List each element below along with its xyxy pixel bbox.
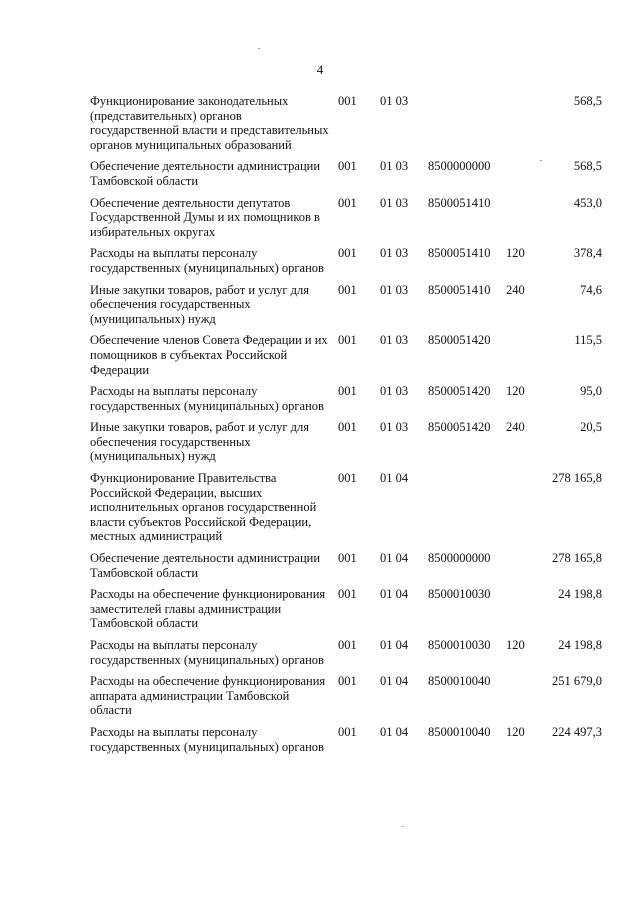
row-ministry: 001 <box>338 384 357 399</box>
row-name: Расходы на выплаты персоналу государственных (муниципальных) органов <box>90 246 324 275</box>
table-row <box>90 725 610 754</box>
table-row <box>90 94 610 152</box>
row-target: 8500051420 <box>428 384 491 399</box>
row-sum: 95,0 <box>580 384 602 399</box>
table-row <box>90 551 610 580</box>
row-name: Расходы на обеспечение функционирования заместителей главы администрации Тамбовской области <box>90 587 326 631</box>
row-section: 01 04 <box>380 638 409 652</box>
row-name: Обеспечение деятельности депутатов Государственной Думы и их помощников в избирательных округах <box>90 195 320 239</box>
budget-table <box>90 94 610 761</box>
row-section: 01 03 <box>380 159 409 174</box>
table-row <box>90 471 610 544</box>
row-ministry: 001 <box>338 587 357 602</box>
row-ministry: 001 <box>338 195 357 210</box>
row-target: 8500010030 <box>428 638 491 652</box>
row-section: 01 04 <box>380 471 409 486</box>
row-ministry: 001 <box>338 333 357 348</box>
row-section: 01 03 <box>380 420 409 435</box>
table-row <box>90 333 610 377</box>
row-kind: 240 <box>506 282 525 297</box>
row-target: 8500010030 <box>428 587 491 602</box>
row-target: 8500010040 <box>428 724 491 739</box>
row-sum: 224 497,3 <box>552 724 602 739</box>
row-section: 01 03 <box>380 384 409 399</box>
table-row <box>90 674 610 718</box>
table-row <box>90 246 610 275</box>
row-target: 8500051420 <box>428 420 491 435</box>
row-section: 01 03 <box>380 195 409 210</box>
row-ministry: 001 <box>338 246 357 261</box>
row-kind: 120 <box>506 384 525 399</box>
table-row <box>90 283 610 327</box>
table-row <box>90 420 610 464</box>
row-kind: 120 <box>506 724 525 739</box>
row-target: 8500051410 <box>428 246 491 261</box>
row-sum: 24 198,8 <box>558 587 602 602</box>
row-name: Обеспечение деятельности администрации Тамбовской области <box>90 551 321 580</box>
row-sum: 568,5 <box>573 94 602 108</box>
scan-speck <box>402 826 404 827</box>
row-ministry: 001 <box>338 471 357 486</box>
row-section: 01 03 <box>380 94 409 108</box>
table-row <box>90 159 610 188</box>
row-name: Расходы на обеспечение функционирования аппарата администрации Тамбовской области <box>90 674 326 718</box>
row-ministry: 001 <box>338 674 357 689</box>
row-name: Расходы на выплаты персоналу государственных (муниципальных) органов <box>90 724 324 754</box>
row-sum: 278 165,8 <box>552 551 602 566</box>
scan-speck <box>258 48 260 49</box>
row-section: 01 03 <box>380 282 409 297</box>
page-number: 4 <box>316 62 324 77</box>
row-target: 8500000000 <box>428 159 491 174</box>
row-ministry: 001 <box>338 94 357 108</box>
row-name: Иные закупки товаров, работ и услуг для обеспечения государственных (муниципальных) нужд <box>90 282 310 326</box>
row-name: Расходы на выплаты персоналу государственных (муниципальных) органов <box>90 384 324 413</box>
row-section: 01 04 <box>380 551 409 566</box>
row-section: 01 03 <box>380 246 409 261</box>
row-name: Функционирование законодательных (представительных) органов государственной власти и представительных органов муниципальных образований <box>90 94 329 152</box>
row-kind: 240 <box>506 420 525 435</box>
row-kind: 120 <box>506 246 525 261</box>
table-row <box>90 196 610 240</box>
row-sum: 20,5 <box>580 420 602 435</box>
row-sum: 278 165,8 <box>552 471 602 486</box>
row-sum: 453,0 <box>573 195 602 210</box>
row-section: 01 03 <box>380 333 409 348</box>
row-sum: 24 198,8 <box>558 638 602 652</box>
row-target: 8500000000 <box>428 551 491 566</box>
row-ministry: 001 <box>338 282 357 297</box>
row-target: 8500051410 <box>428 195 491 210</box>
row-ministry: 001 <box>338 724 357 739</box>
row-sum: 74,6 <box>580 282 602 297</box>
table-row <box>90 384 610 413</box>
row-ministry: 001 <box>338 638 357 652</box>
row-section: 01 04 <box>380 724 409 739</box>
row-section: 01 04 <box>380 587 409 602</box>
row-ministry: 001 <box>338 420 357 435</box>
scan-speck <box>540 160 542 161</box>
row-sum: 115,5 <box>574 333 602 348</box>
row-name: Обеспечение членов Совета Федерации и их помощников в субъектах Российской Федерации <box>90 333 328 377</box>
row-target: 8500010040 <box>428 674 491 689</box>
table-row <box>90 638 610 667</box>
row-ministry: 001 <box>338 159 357 174</box>
row-ministry: 001 <box>338 551 357 566</box>
row-name: Функционирование Правительства Российской Федерации, высших исполнительных органов государственной власти субъектов Российской Федерации, местных администраций <box>90 471 317 544</box>
row-section: 01 04 <box>380 674 409 689</box>
row-kind: 120 <box>506 638 525 652</box>
row-sum: 251 679,0 <box>552 674 602 689</box>
row-target: 8500051420 <box>428 333 491 348</box>
row-sum: 378,4 <box>573 246 602 261</box>
row-sum: 568,5 <box>573 159 602 174</box>
row-name: Расходы на выплаты персоналу государственных (муниципальных) органов <box>90 638 324 667</box>
table-row <box>90 587 610 631</box>
row-name: Обеспечение деятельности администрации Тамбовской области <box>90 159 321 188</box>
row-name: Иные закупки товаров, работ и услуг для обеспечения государственных (муниципальных) нужд <box>90 420 310 464</box>
row-target: 8500051410 <box>428 282 491 297</box>
